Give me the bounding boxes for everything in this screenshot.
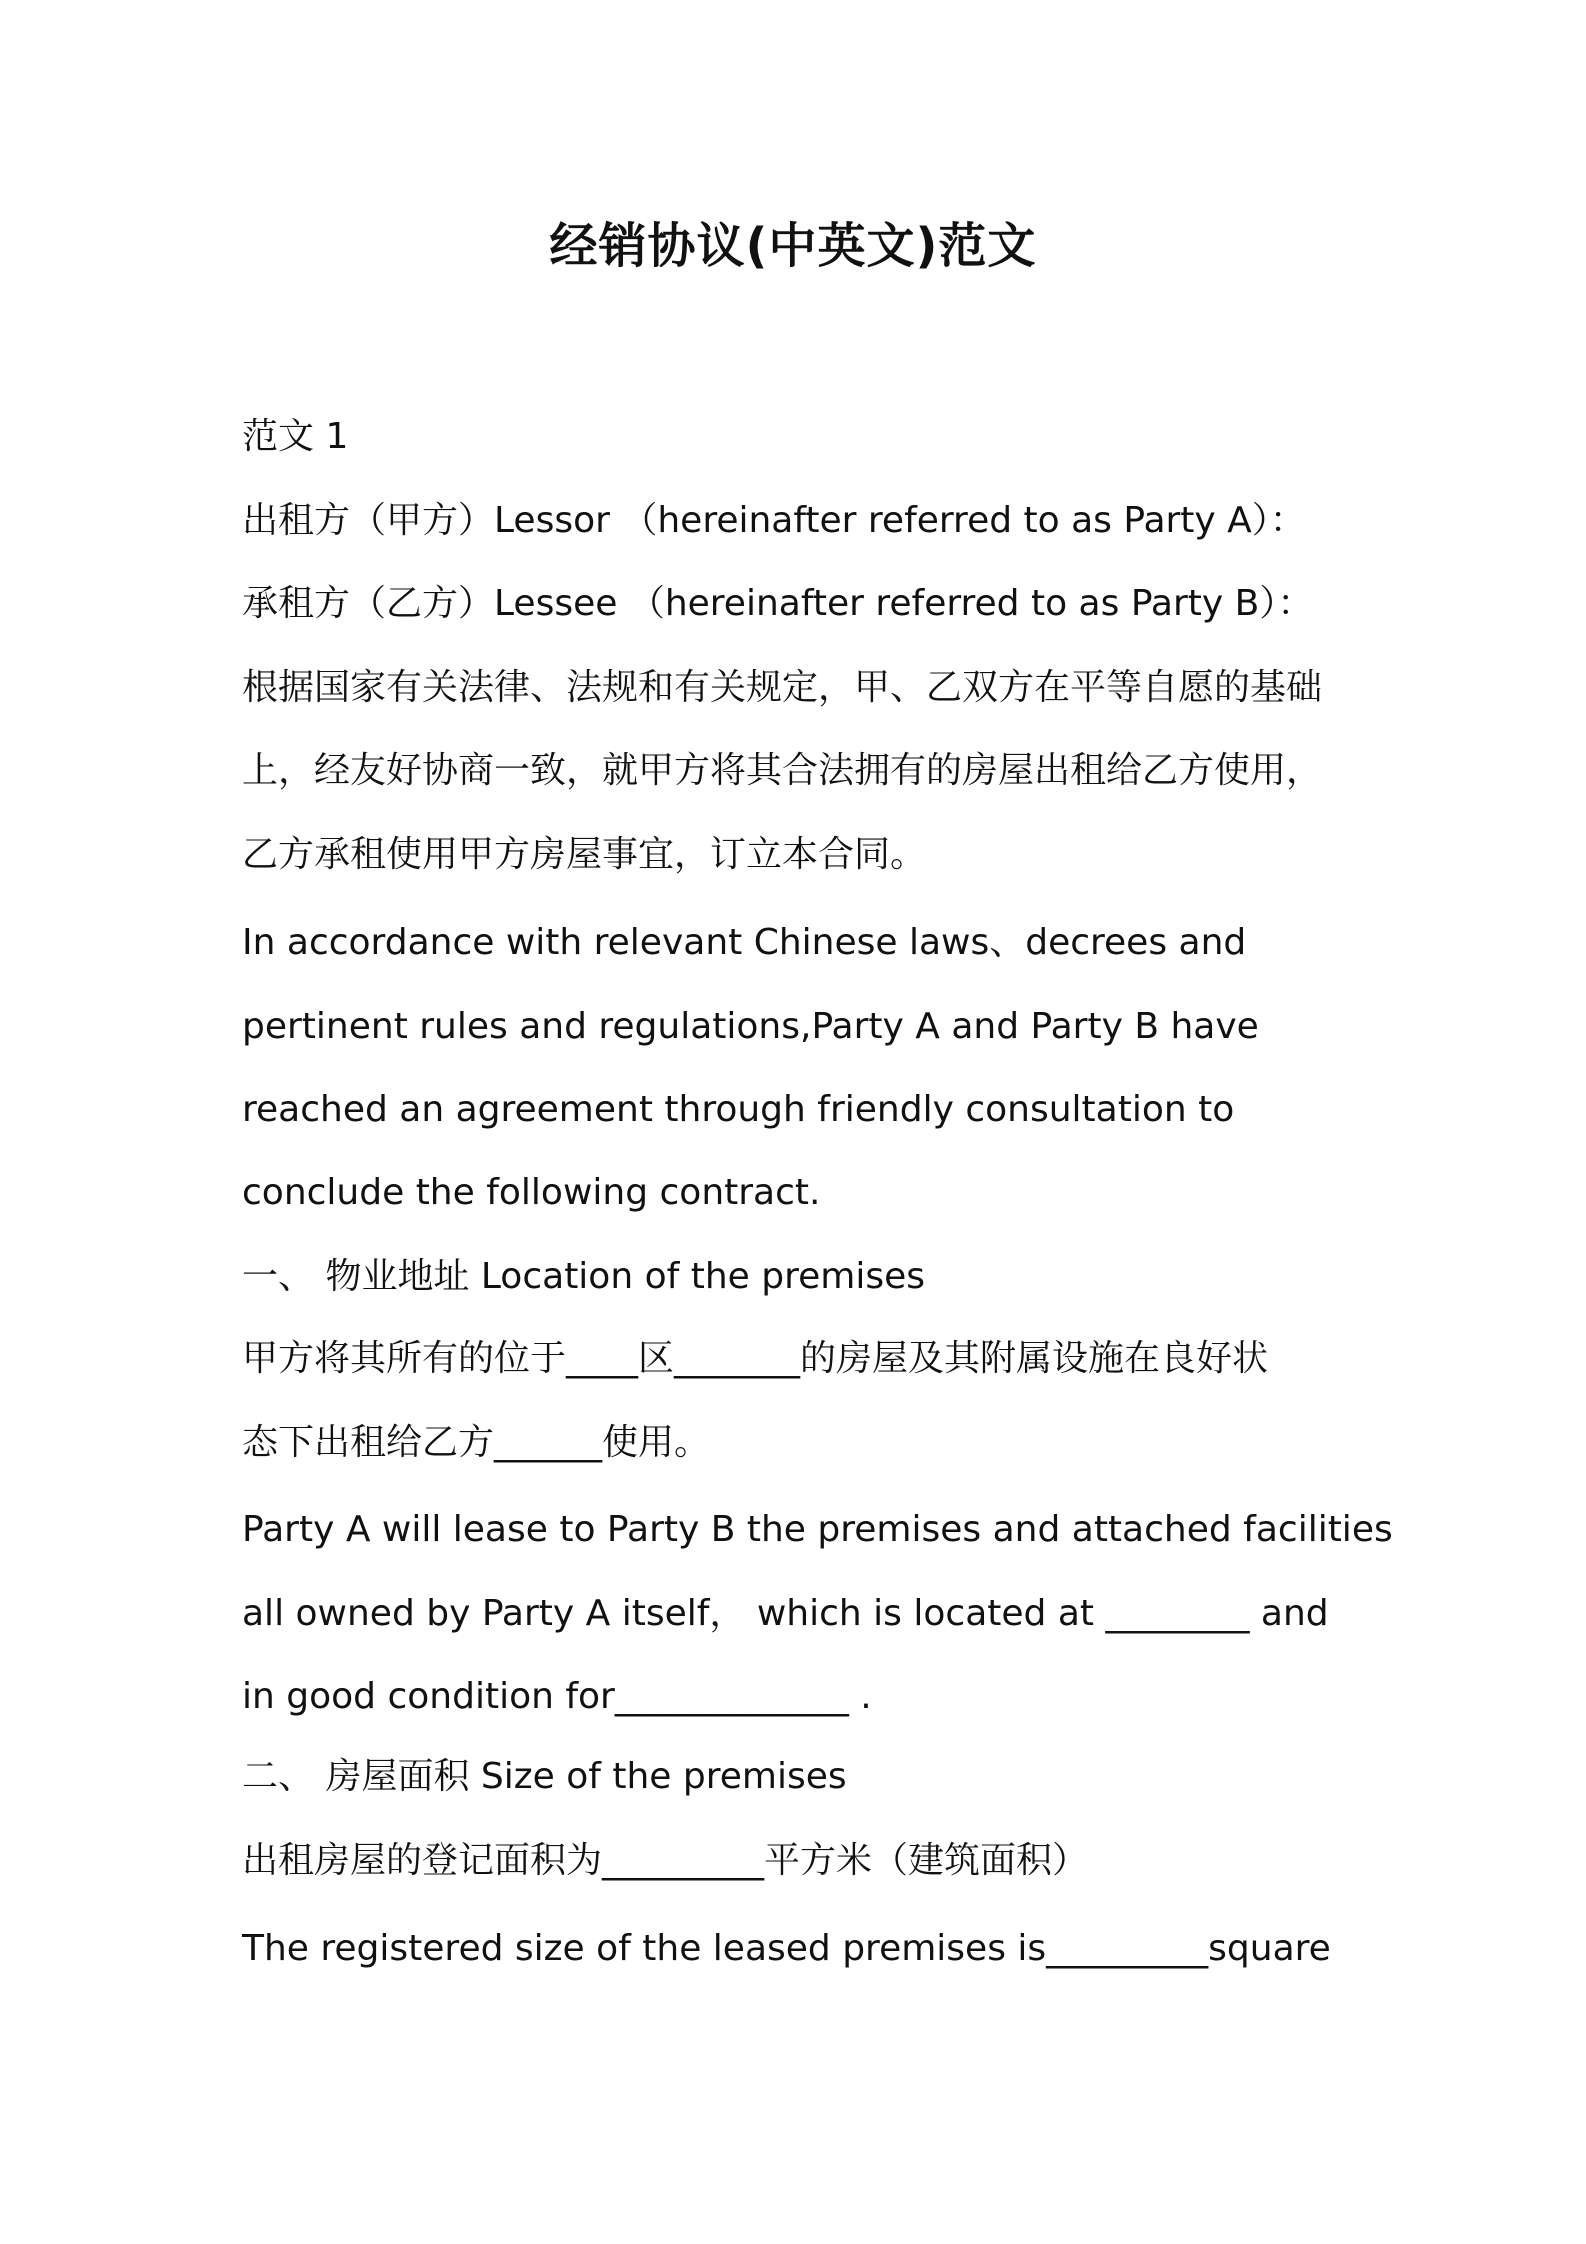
- intro-en-line-4: conclude the following contract.: [242, 1172, 821, 1213]
- intro-en-line-2: pertinent rules and regulations,Party A and Party B have: [242, 1006, 1259, 1047]
- sample-heading: 范文 1: [242, 416, 349, 457]
- lessor-line: 出租方（甲方）Lessor （hereinafter referred to as Party A）：: [242, 500, 1306, 541]
- section-1-en-line-1: Party A will lease to Party B the premises and attached facilities: [242, 1509, 1393, 1550]
- intro-cn-line-2: 上，经友好协商一致，就甲方将其合法拥有的房屋出租给乙方使用，: [242, 750, 1323, 791]
- section-1-cn-line-2: 态下出租给乙方______使用。: [242, 1422, 711, 1463]
- section-1-cn-line-1: 甲方将其所有的位于____区_______的房屋及其附属设施在良好状: [242, 1338, 1269, 1379]
- section-2-en-line-1: The registered size of the leased premises is_________square: [242, 1928, 1331, 1969]
- document-title: 经销协议(中英文)范文: [549, 218, 1037, 274]
- intro-cn-line-1: 根据国家有关法律、法规和有关规定，甲、乙双方在平等自愿的基础: [242, 667, 1323, 708]
- intro-en-line-1: In accordance with relevant Chinese laws、decrees and: [242, 922, 1247, 963]
- section-2-cn-line-1: 出租房屋的登记面积为_________平方米（建筑面积）: [242, 1840, 1089, 1881]
- section-2-heading: 二、 房屋面积 Size of the premises: [242, 1756, 847, 1797]
- lessee-line: 承租方（乙方）Lessee （hereinafter referred to as Party B）：: [242, 583, 1314, 624]
- section-1-heading: 一、 物业地址 Location of the premises: [242, 1256, 925, 1297]
- intro-en-line-3: reached an agreement through friendly consultation to: [242, 1089, 1235, 1130]
- intro-cn-line-3: 乙方承租使用甲方房屋事宜，订立本合同。: [242, 834, 927, 875]
- section-1-en-line-3: in good condition for_____________ .: [242, 1676, 872, 1717]
- section-1-en-line-2: all owned by Party A itself， which is located at ________ and: [242, 1593, 1329, 1634]
